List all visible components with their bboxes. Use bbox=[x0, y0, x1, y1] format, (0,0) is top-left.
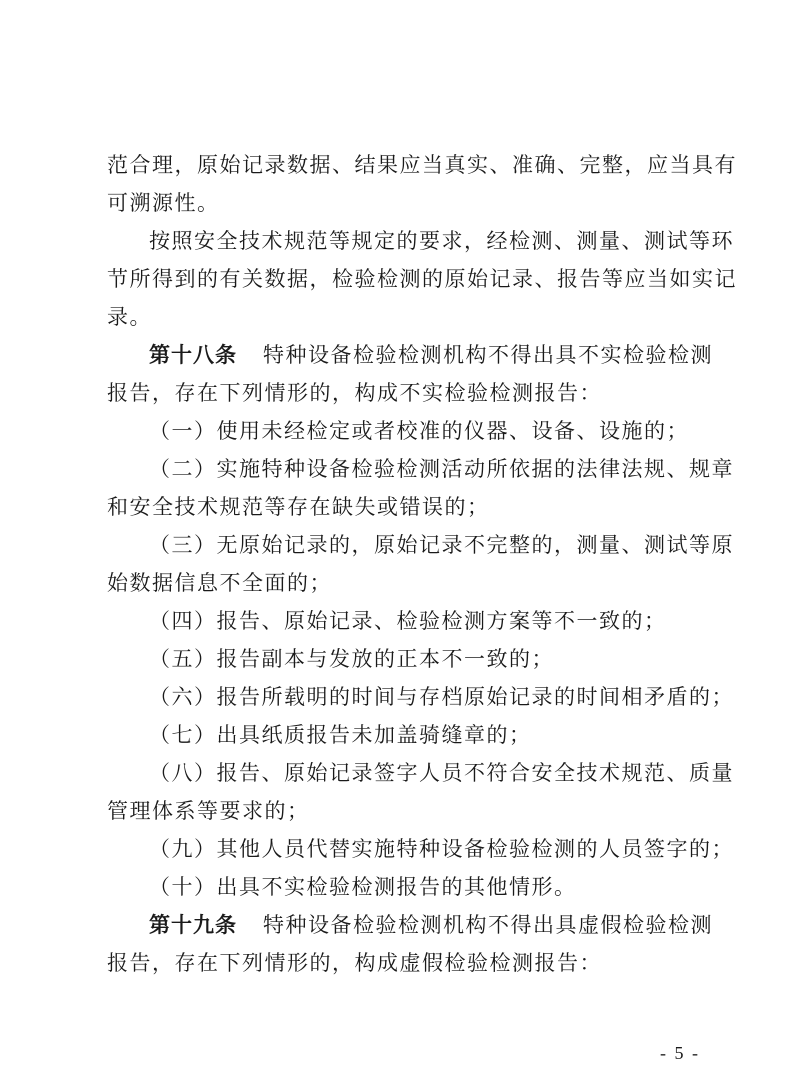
list-item: （七）出具纸质报告未加盖骑缝章的； bbox=[149, 723, 532, 747]
paragraph-line: 节所得到的有关数据，检验检测的原始记录、报告等应当如实记 bbox=[107, 267, 737, 291]
list-item: （一）使用未经检定或者校准的仪器、设备、设施的； bbox=[149, 419, 689, 443]
list-item: （八）报告、原始记录签字人员不符合安全技术规范、质量 bbox=[149, 761, 734, 785]
article-19-title: 第十九条 bbox=[149, 912, 237, 937]
article-19-text: 特种设备检验检测机构不得出具虚假检验检测 bbox=[263, 913, 713, 937]
paragraph-line: 报告，存在下列情形的，构成虚假检验检测报告： bbox=[107, 951, 602, 975]
paragraph-line: 录。 bbox=[107, 305, 152, 329]
paragraph-line: 报告，存在下列情形的，构成不实检验检测报告： bbox=[107, 381, 602, 405]
article-18-text: 特种设备检验检测机构不得出具不实检验检测 bbox=[263, 343, 713, 367]
list-item: （二）实施特种设备检验检测活动所依据的法律法规、规章 bbox=[149, 457, 734, 481]
paragraph-line: 按照安全技术规范等规定的要求，经检测、测量、测试等环 bbox=[149, 229, 734, 253]
list-item-continuation: 始数据信息不全面的； bbox=[107, 571, 332, 595]
document-body bbox=[107, 146, 737, 982]
paragraph-line: 可溯源性。 bbox=[107, 191, 220, 215]
article-18-line bbox=[107, 336, 713, 374]
list-item: （四）报告、原始记录、检验检测方案等不一致的； bbox=[149, 609, 667, 633]
list-item: （十）出具不实检验检测报告的其他情形。 bbox=[149, 875, 577, 899]
list-item: （三）无原始记录的，原始记录不完整的，测量、测试等原 bbox=[149, 533, 734, 557]
list-item-continuation: 管理体系等要求的； bbox=[107, 799, 310, 823]
list-item: （九）其他人员代替实施特种设备检验检测的人员签字的； bbox=[149, 837, 734, 861]
article-18-title: 第十八条 bbox=[149, 342, 237, 367]
list-item: （五）报告副本与发放的正本不一致的； bbox=[149, 647, 554, 671]
list-item: （六）报告所载明的时间与存档原始记录的时间相矛盾的； bbox=[149, 685, 734, 709]
page-number: - 5 - bbox=[660, 1043, 700, 1063]
paragraph-line: 范合理，原始记录数据、结果应当真实、准确、完整，应当具有 bbox=[107, 153, 737, 177]
list-item-continuation: 和安全技术规范等存在缺失或错误的； bbox=[107, 495, 490, 519]
article-19-line bbox=[107, 906, 713, 944]
